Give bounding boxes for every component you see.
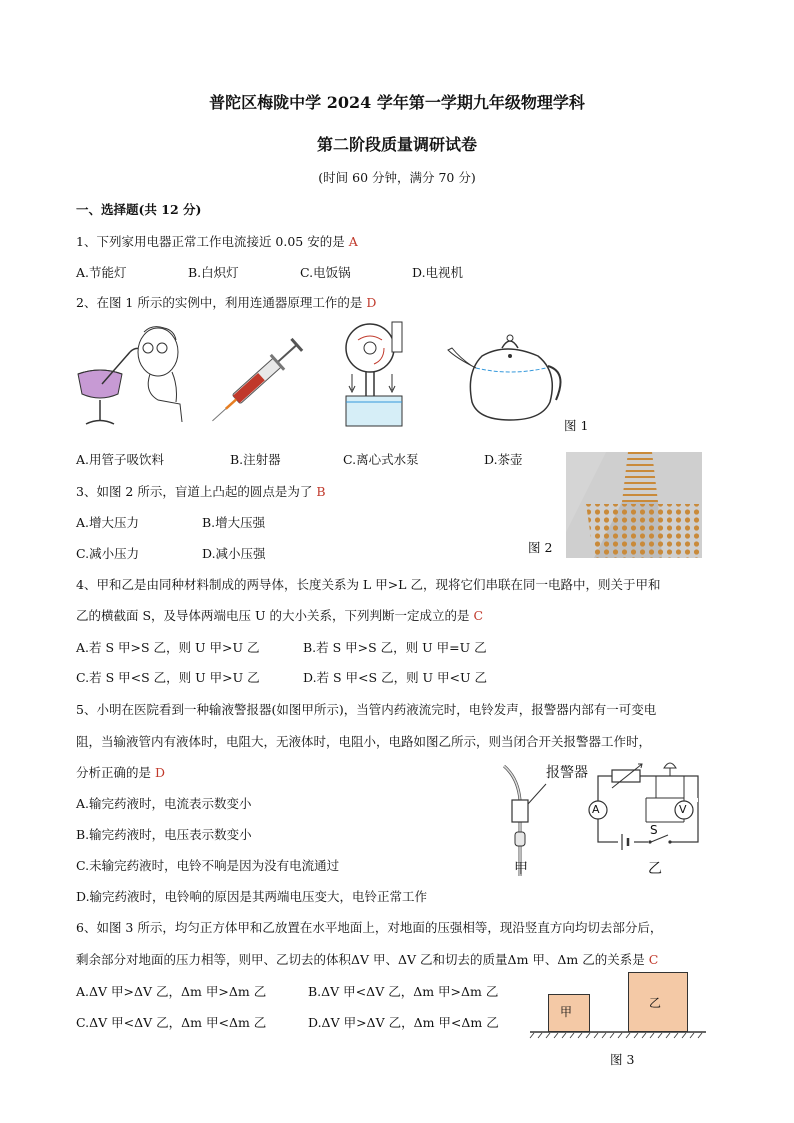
question-stem: 3、如图 2 所示，盲道上凸起的圆点是为了 [76, 484, 313, 499]
option: A.节能灯 [76, 265, 127, 280]
option: A.若 S 甲>S 乙，则 U 甲>U 乙 [76, 640, 260, 655]
figure-label-jia: 甲 [514, 861, 528, 877]
switch-label: S [650, 823, 658, 837]
option: A.输完药液时，电流表示数变小 [76, 796, 252, 811]
option: D.输完药液时，电铃响的原因是其两端电压变大，电铃正常工作 [76, 889, 428, 904]
question-4-line2 [76, 606, 483, 624]
option: C.ΔV 甲<ΔV 乙，Δm 甲<Δm 乙 [76, 1015, 267, 1030]
option: C.离心式水泵 [343, 452, 419, 467]
option: B.增大压强 [202, 515, 266, 530]
option: B.输完药液时，电压表示数变小 [76, 827, 252, 842]
answer-mark: B [316, 484, 326, 499]
straw-drinking-illustration [72, 322, 192, 432]
block-yi-label: 乙 [649, 996, 662, 1010]
question-6-line1: 6、如图 3 所示，均匀正方体甲和乙放置在水平地面上，对地面的压强相等，现沿竖直方向均切去部分后， [76, 920, 663, 935]
teapot-illustration [446, 328, 566, 424]
ground-line [530, 1030, 710, 1040]
option: D.ΔV 甲>ΔV 乙，Δm 甲<Δm 乙 [308, 1015, 499, 1030]
question-3 [76, 482, 326, 500]
centrifugal-pump-illustration [340, 318, 412, 430]
question-4-line1: 4、甲和乙是由同种材料制成的两导体，长度关系为 L 甲>L 乙，现将它们串联在同一电路中，则关于甲和 [76, 577, 661, 592]
option: C.若 S 甲<S 乙，则 U 甲>U 乙 [76, 670, 260, 685]
figure-label: 图 2 [528, 540, 553, 555]
figure-label: 图 1 [564, 418, 589, 433]
option: D.茶壶 [484, 452, 523, 467]
option: D.减小压强 [202, 546, 266, 561]
answer-mark: D [155, 765, 166, 780]
question-5-line1: 5、小明在医院看到一种输液警报器(如图甲所示)，当管内药液流完时，电铃发声，报警器内部有一可变电 [76, 702, 657, 717]
question-stem: 分析正确的是 [76, 765, 152, 780]
question-5-line3 [76, 763, 165, 781]
question-stem: 1、下列家用电器正常工作电流接近 0.05 安的是 [76, 234, 345, 249]
figure-label: 图 3 [610, 1052, 635, 1067]
question-1 [76, 232, 358, 250]
option: A.ΔV 甲>ΔV 乙，Δm 甲>Δm 乙 [76, 984, 267, 999]
option: B.若 S 甲>S 乙，则 U 甲=U 乙 [303, 640, 487, 655]
page-subtitle: 第二阶段质量调研试卷 [316, 135, 477, 154]
option: B.白炽灯 [188, 265, 239, 280]
page-title: 普陀区梅陇中学 2024 学年第一学期九年级物理学科 [209, 93, 585, 112]
question-stem: 2、在图 1 所示的实例中，利用连通器原理工作的是 [76, 295, 363, 310]
option: D.电视机 [412, 265, 464, 280]
tactile-paving-photo [566, 452, 702, 558]
option: C.减小压力 [76, 546, 140, 561]
option: A.增大压力 [76, 515, 140, 530]
alarm-label: 报警器 [546, 765, 588, 781]
question-6-line2 [76, 950, 658, 968]
exam-info: (时间 60 分钟，满分 70 分) [318, 170, 476, 185]
answer-mark: C [648, 952, 659, 967]
figure-label-yi: 乙 [648, 861, 662, 877]
alarm-circuit-diagram [584, 762, 714, 854]
option: C.电饭锅 [300, 265, 351, 280]
option: B.注射器 [230, 452, 281, 467]
answer-mark: D [366, 295, 377, 310]
answer-mark: C [473, 608, 484, 623]
question-2 [76, 293, 376, 311]
ammeter-label: A [592, 803, 600, 816]
question-stem: 剩余部分对地面的压力相等，则甲、乙切去的体积ΔV 甲、ΔV 乙和切去的质量Δm 甲、Δm 乙的关系是 [76, 952, 645, 967]
question-5-line2: 阻，当输液管内有液体时，电阻大，无液体时，电阻小，电路如图乙所示，则当闭合开关报警器工作时， [76, 734, 652, 749]
voltmeter-label: V [679, 803, 687, 816]
option: C.未输完药液时，电铃不响是因为没有电流通过 [76, 858, 340, 873]
syringe-illustration [200, 328, 320, 428]
block-jia-label: 甲 [560, 1005, 573, 1019]
option: D.若 S 甲<S 乙，则 U 甲<U 乙 [303, 670, 488, 685]
option: A.用管子吸饮料 [76, 452, 165, 467]
section-heading: 一、选择题(共 12 分) [76, 202, 202, 217]
option: B.ΔV 甲<ΔV 乙，Δm 甲>Δm 乙 [308, 984, 499, 999]
answer-mark: A [348, 234, 358, 249]
question-stem: 乙的横截面 S，及导体两端电压 U 的大小关系，下列判断一定成立的是 [76, 608, 470, 623]
